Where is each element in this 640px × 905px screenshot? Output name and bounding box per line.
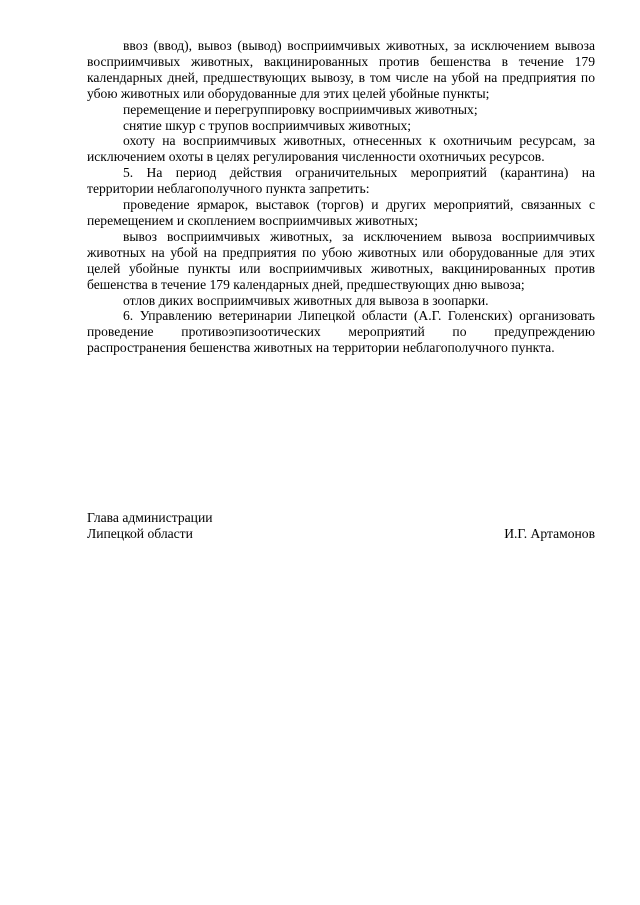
document-body	[87, 38, 595, 356]
paragraph-wild-capture-ban: отлов диких восприимчивых животных для вывоза в зоопарки.	[123, 292, 489, 308]
signatory-name: И.Г. Артамонов	[504, 526, 595, 541]
paragraph-import-export-ban: ввоз (ввод), вывоз (вывод) восприимчивых животных, за исключением вывоза восприимчивых животных, вакцинированных против бешенства в течение 179 календарных дней, предшествующих вывозу, в том числе на убой на предприятия по убою животных или оборудованные для этих целей убойные пункты;	[87, 38, 595, 101]
signature-row	[87, 526, 595, 542]
paragraph-export-ban: вывоз восприимчивых животных, за исключением вывоза восприимчивых животных на убой на предприятия по убою животных или оборудованные для этих целей убойные пункты или восприимчивых животных, вакцинированных против бешенства в течение 179 календарных дней, предшествующих дню вывоза;	[87, 228, 595, 292]
signature-block	[87, 510, 595, 542]
signatory-position-line-2: Липецкой области	[87, 526, 193, 541]
paragraph-movement-ban: перемещение и перегруппировку восприимчивых животных;	[123, 101, 478, 117]
signatory-position-line-1: Глава администрации	[87, 510, 213, 525]
paragraph-hunting-ban: охоту на восприимчивых животных, отнесенных к охотничьим ресурсам, за исключением охоты в целях регулирования численности охотничьих ресурсов.	[87, 133, 595, 165]
paragraph-skinning-ban: снятие шкур с трупов восприимчивых животных;	[123, 117, 412, 133]
paragraph-fairs-ban: проведение ярмарок, выставок (торгов) и других мероприятий, связанных с перемещением и скоплением восприимчивых животных;	[87, 197, 595, 228]
paragraph-item-5: 5. На период действия ограничительных мероприятий (карантина) на территории неблагополучного пункта запретить:	[87, 165, 595, 197]
paragraph-item-6: 6. Управлению ветеринарии Липецкой области (А.Г. Голенских) организовать проведение противоэпизоотических мероприятий по предупреждению распространения бешенства животных на территории неблагополучного пункта.	[87, 308, 595, 356]
